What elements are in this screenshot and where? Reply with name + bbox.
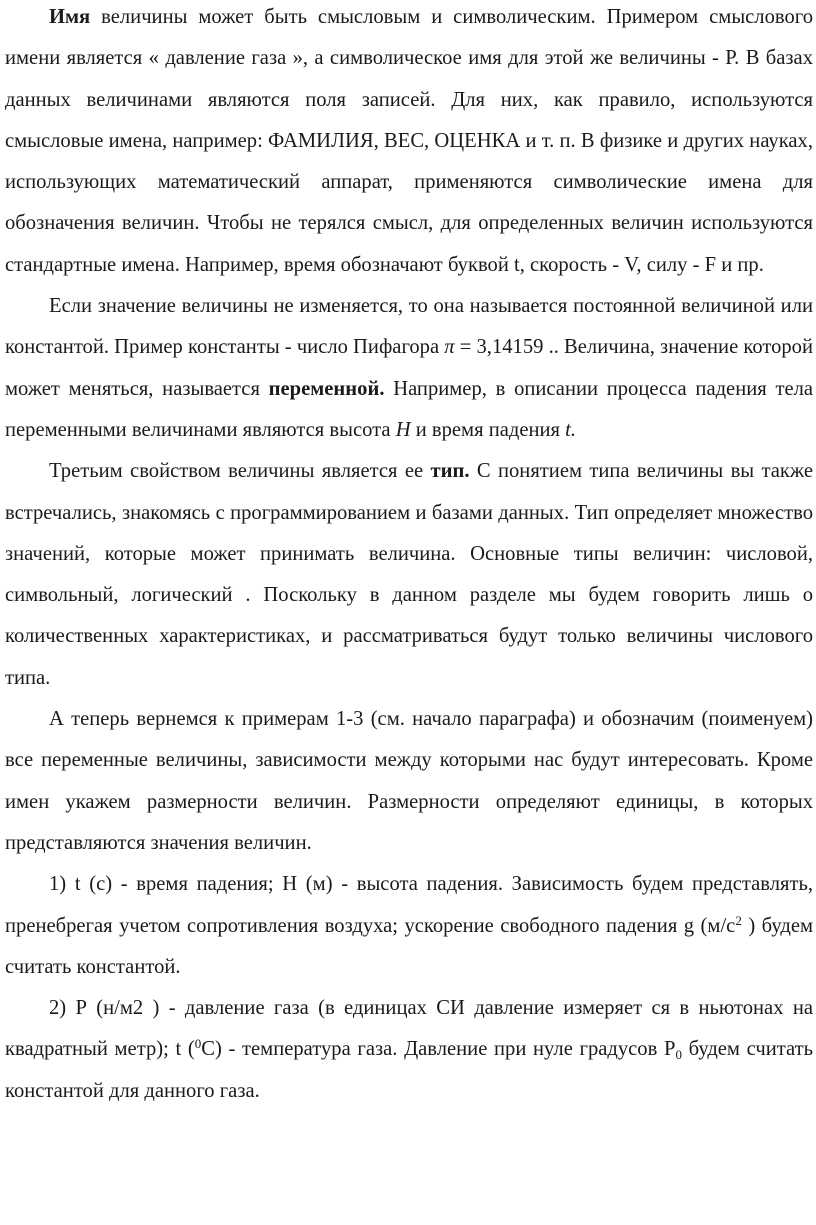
term-name: Имя bbox=[49, 6, 91, 28]
paragraph-text: С) - температура газа. Давление при нуле градусов Р bbox=[201, 1038, 676, 1061]
paragraph-text: будем считать константой для данного газа. bbox=[5, 1038, 813, 1102]
paragraph-name-of-quantity bbox=[5, 0, 813, 286]
superscript: 2 bbox=[735, 912, 742, 928]
paragraph-text: 2) Р (н/м2 ) - давление газа (в единицах СИ давление измеряет ся в ньютонах на квадратный метр); t ( bbox=[5, 997, 813, 1061]
paragraph-examples-intro bbox=[5, 699, 813, 864]
paragraph-text: С понятием типа величины вы также встречались, знакомясь с программированием и базами данных. Тип определяет множество значений, которые может принимать величина. Основные типы величин: числовой, символьный, логический . Поскольку в данном разделе мы будем говорить лишь о количественных характеристиках, и рассматриваться будут только величины числового типа. bbox=[5, 460, 813, 689]
term-type: тип. bbox=[430, 460, 470, 483]
paragraph-text: 1) t (с) - время падения; Н (м) - высота падения. Зависимость будем представлять, пренебрегая учетом сопротивления воздуха; ускорение свободного падения g (м/с bbox=[5, 873, 813, 937]
superscript: 0 bbox=[194, 1036, 202, 1052]
subscript: 0 bbox=[675, 1047, 682, 1063]
document-page bbox=[5, 0, 813, 1112]
paragraph-type bbox=[5, 451, 813, 699]
paragraph-text: = 3,14159 .. Величина, значение которой может меняться, называется bbox=[5, 336, 813, 400]
paragraph-example-2 bbox=[5, 988, 813, 1112]
time-symbol: t. bbox=[565, 418, 577, 441]
paragraph-example-1 bbox=[5, 864, 813, 988]
pi-symbol: π bbox=[444, 336, 455, 359]
paragraph-constant-and-variable bbox=[5, 286, 813, 451]
paragraph-text: Если значение величины не изменяется, то она называется постоянной величиной или константой. Пример константы - число Пифагора bbox=[5, 295, 813, 359]
height-symbol: H bbox=[395, 418, 411, 441]
term-variable: переменной. bbox=[268, 377, 385, 400]
paragraph-text: и время падения bbox=[410, 418, 566, 441]
paragraph-text: величины может быть смысловым и символическим. Примером смыслового имени является « давление газа », а символическое имя для этой же величины - Р. В базах данных величинами являются поля записей. Для них, как правило, используются смысловые имена, например: ФАМИЛИЯ, ВЕС, ОЦЕНКА и т. п. В физике и других науках, использующих математический аппарат, применяются символические имена для обозначения величин. Чтобы не терялся смысл, для определенных величин используются стандартные имена. Например, время обозначают буквой t, скорость - V, силу - F и пр. bbox=[5, 6, 813, 276]
paragraph-text: Третьим свойством величины является ее bbox=[49, 460, 431, 483]
paragraph-text: ) будем считать константой. bbox=[5, 914, 814, 978]
paragraph-text: А теперь вернемся к примерам 1-3 (см. начало параграфа) и обозначим (поименуем) все переменные величины, зависимости между которыми нас будут интересовать. Кроме имен укажем размерности величин. Размерности определяют единицы, в которых представляются значения величин. bbox=[5, 708, 813, 854]
paragraph-text: Например, в описании процесса падения тела переменными величинами являются высота bbox=[5, 377, 813, 441]
